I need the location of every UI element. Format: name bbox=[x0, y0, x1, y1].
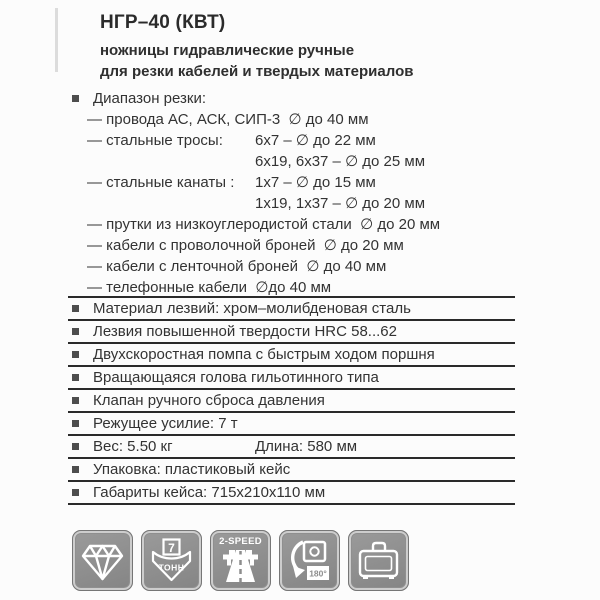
spec-row-packaging bbox=[68, 459, 515, 482]
spec-table bbox=[68, 296, 515, 505]
header bbox=[100, 12, 413, 82]
product-subtitle bbox=[100, 40, 413, 82]
subtitle-line-1: ножницы гидравлические ручные bbox=[100, 42, 355, 59]
cutting-range-heading bbox=[68, 88, 528, 109]
cutting-range-item bbox=[68, 235, 528, 256]
cutting-range-title: Диапазон резки: bbox=[93, 90, 207, 107]
spec-row-case-dimensions bbox=[68, 482, 515, 505]
square-bullet-icon bbox=[72, 466, 79, 473]
square-bullet-icon bbox=[72, 305, 79, 312]
item-label: — прутки из низкоуглеродистой стали ∅ до 20 мм bbox=[87, 216, 441, 233]
square-bullet-icon bbox=[72, 95, 79, 102]
item-label: — телефонные кабели ∅до 40 мм bbox=[87, 279, 332, 296]
item-value: 6х7 – ∅ до 22 мм bbox=[255, 132, 376, 149]
square-bullet-icon bbox=[72, 351, 79, 358]
cutting-range-item bbox=[68, 256, 528, 277]
rotate-180-icon bbox=[279, 530, 340, 591]
cutting-range-item bbox=[68, 151, 528, 172]
item-value: 6х19, 6х37 – ∅ до 25 мм bbox=[255, 153, 426, 170]
spec-label: Вес: 5.50 кг bbox=[93, 438, 173, 455]
cutting-range-item bbox=[68, 172, 528, 193]
spec-label: Двухскоростная помпа с быстрым ходом поршня bbox=[93, 346, 435, 363]
cutting-range-item bbox=[68, 130, 528, 151]
spec-row-valve bbox=[68, 390, 515, 413]
spec-row-weight-length bbox=[68, 436, 515, 459]
page-edge-mark bbox=[55, 8, 58, 72]
cutting-range-item bbox=[68, 277, 528, 298]
item-label: — стальные канаты : bbox=[87, 174, 235, 191]
spec-row-head bbox=[68, 367, 515, 390]
carrying-case-icon bbox=[348, 530, 409, 591]
spec-label: Материал лезвий: хром–молибденовая сталь bbox=[93, 300, 411, 317]
square-bullet-icon bbox=[72, 489, 79, 496]
spec-label: Режущее усилие: 7 т bbox=[93, 415, 238, 432]
square-bullet-icon bbox=[72, 420, 79, 427]
spec-label-secondary: Длина: 580 мм bbox=[255, 438, 358, 455]
feature-icons-row bbox=[72, 530, 409, 591]
square-bullet-icon bbox=[72, 328, 79, 335]
spec-label: Клапан ручного сброса давления bbox=[93, 392, 325, 409]
square-bullet-icon bbox=[72, 443, 79, 450]
spec-row-material bbox=[68, 298, 515, 321]
square-bullet-icon bbox=[72, 397, 79, 404]
product-title: НГР–40 (КВТ) bbox=[100, 12, 226, 33]
item-label: — кабели с ленточной броней ∅ до 40 мм bbox=[87, 258, 387, 275]
item-value: 1х7 – ∅ до 15 мм bbox=[255, 174, 376, 191]
rotate-caption: 180° bbox=[309, 568, 327, 579]
diamond-hardness-icon bbox=[72, 530, 133, 591]
cutting-range-item bbox=[68, 109, 528, 130]
tons-caption: ТОНН bbox=[158, 562, 185, 573]
spec-row-pump bbox=[68, 344, 515, 367]
spec-label: Габариты кейса: 715х210х110 мм bbox=[93, 484, 326, 501]
spec-row-force bbox=[68, 413, 515, 436]
item-value: 1х19, 1х37 – ∅ до 20 мм bbox=[255, 195, 426, 212]
item-label: — стальные тросы: bbox=[87, 132, 223, 149]
spec-label: Вращающаяся голова гильотинного типа bbox=[93, 369, 379, 386]
subtitle-line-2: для резки кабелей и твердых материалов bbox=[100, 63, 414, 80]
cutting-range-item bbox=[68, 193, 528, 214]
seven-tons-icon bbox=[141, 530, 202, 591]
speed-caption: 2-SPEED bbox=[219, 536, 262, 547]
cutting-range-section bbox=[68, 88, 528, 298]
spec-label: Упаковка: пластиковый кейс bbox=[93, 461, 291, 478]
square-bullet-icon bbox=[72, 374, 79, 381]
cutting-range-item bbox=[68, 214, 528, 235]
spec-label: Лезвия повышенной твердости HRC 58...62 bbox=[93, 323, 397, 340]
tons-number: 7 bbox=[168, 541, 175, 555]
item-label: — провода АС, АСК, СИП-3 ∅ до 40 мм bbox=[87, 111, 369, 128]
spec-row-hardness bbox=[68, 321, 515, 344]
item-label: — кабели с проволочной броней ∅ до 20 мм bbox=[87, 237, 404, 254]
two-speed-icon bbox=[210, 530, 271, 591]
